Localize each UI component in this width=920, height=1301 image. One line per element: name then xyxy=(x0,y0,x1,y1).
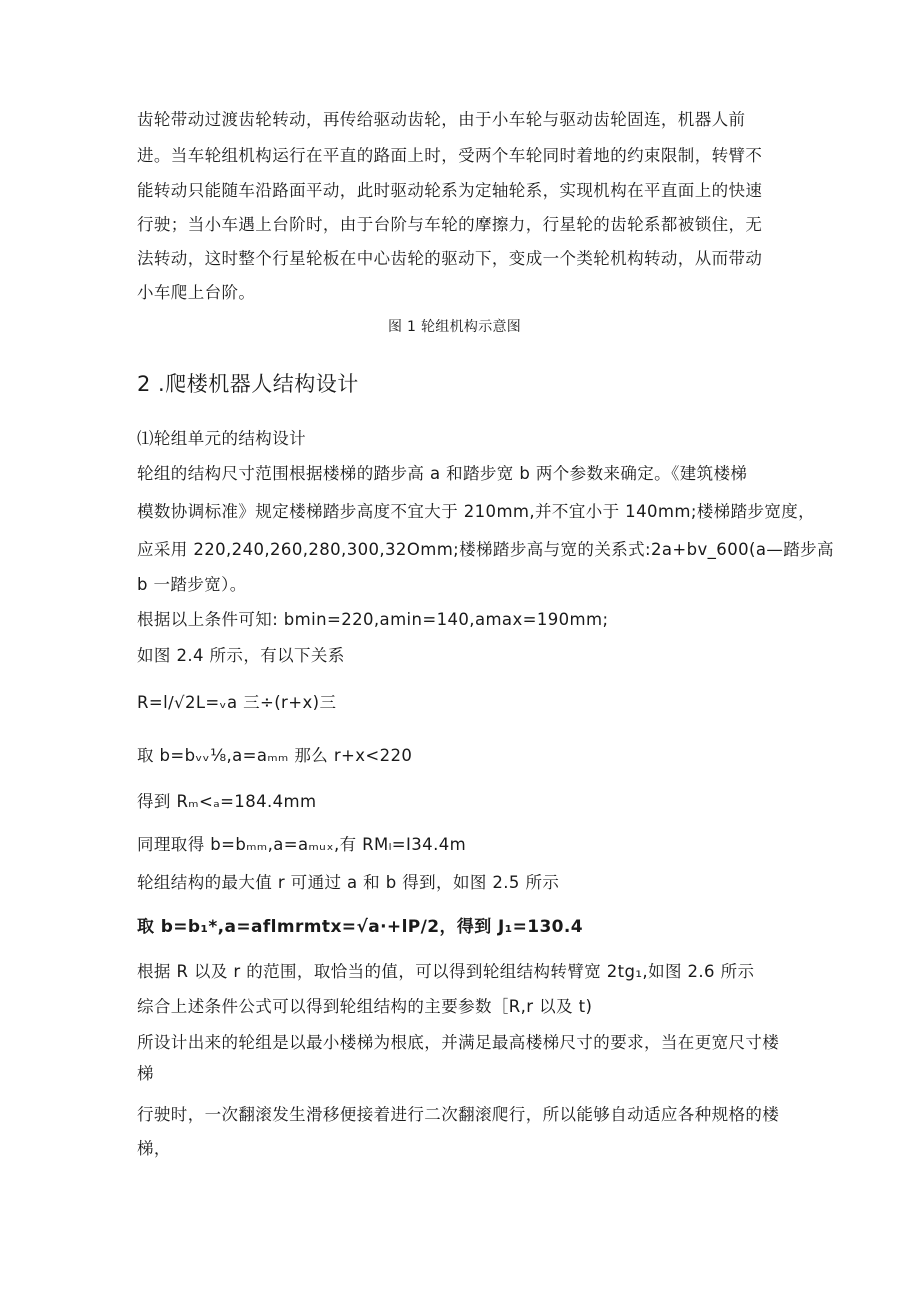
paragraph-line: 法转动，这时整个行星轮板在中心齿轮的驱动下，变成一个类轮机构转动，从而带动 xyxy=(137,249,763,268)
paragraph-line: 梯， xyxy=(137,1139,171,1158)
conditions-line: 根据以上条件可知: bmin=220,amin=140,amax=190mm; xyxy=(137,610,609,629)
subsection-heading: ⑴轮组单元的结构设计 xyxy=(137,429,306,448)
text-line: 根据 R 以及 r 的范围，取恰当的值，可以得到轮组结构转臂宽 2tg₁,如图 2.6 所示 xyxy=(137,962,755,981)
paragraph-line: 轮组的结构尺寸范围根据楼梯的踏步高 a 和踏步宽 b 两个参数来确定。《建筑楼梯 xyxy=(137,464,748,483)
formula-line: 得到 Rₘ<ₐ=184.4mm xyxy=(137,792,317,811)
formula-line: 取 b=b₁*,a=aflmrmtx=√a·+lP∕2，得到 J₁=130.4 xyxy=(137,917,583,937)
text-line: 综合上述条件公式可以得到轮组结构的主要参数［R,r 以及 t) xyxy=(137,997,593,1016)
figure-caption: 图 1 轮组机构示意图 xyxy=(388,319,522,335)
paragraph-line: 行驶时，一次翻滚发生滑移便接着进行二次翻滚爬行，所以能够自动适应各种规格的楼 xyxy=(137,1105,780,1124)
paragraph-line: 能转动只能随车沿路面平动，此时驱动轮系为定轴轮系，实现机构在平直面上的快速 xyxy=(137,181,763,200)
paragraph-line: 梯 xyxy=(137,1064,154,1083)
section-heading: 2 .爬楼机器人结构设计 xyxy=(137,372,359,396)
formula-line: R=l∕√2L=ᵥa 三÷(r+x)三 xyxy=(137,693,337,712)
relation-intro: 如图 2.4 所示，有以下关系 xyxy=(137,646,345,665)
paragraph-line: 小车爬上台阶。 xyxy=(137,283,256,302)
paragraph-line: 齿轮带动过渡齿轮转动，再传给驱动齿轮，由于小车轮与驱动齿轮固连，机器人前 xyxy=(137,110,746,129)
paragraph-line: 行驶；当小车遇上台阶时，由于台阶与车轮的摩擦力，行星轮的齿轮系都被锁住，无 xyxy=(137,215,763,234)
paragraph-line: b 一踏步宽）。 xyxy=(137,575,247,594)
paragraph-line: 所设计出来的轮组是以最小楼梯为根底，并满足最高楼梯尺寸的要求，当在更宽尺寸楼 xyxy=(137,1033,780,1052)
paragraph-line: 应采用 220,240,260,280,300,32Omm;楼梯踏步高与宽的关系式:2a+bv_600(a—踏步高 xyxy=(137,540,834,559)
formula-line: 取 b=bᵥᵥ⅛,a=aₘₘ 那么 r+x<220 xyxy=(137,746,413,765)
paragraph-line: 进。当车轮组机构运行在平直的路面上时，受两个车轮同时着地的约束限制，转臂不 xyxy=(137,146,763,165)
text-line: 轮组结构的最大值 r 可通过 a 和 b 得到，如图 2.5 所示 xyxy=(137,873,560,892)
paragraph-line: 模数协调标准》规定楼梯踏步高度不宜大于 210mm,并不宜小于 140mm;楼梯踏步宽度， xyxy=(137,502,816,521)
formula-line: 同理取得 b=bₘₘ,a=aₘᵤₓ,有 RMₗ=I34.4m xyxy=(137,835,467,854)
